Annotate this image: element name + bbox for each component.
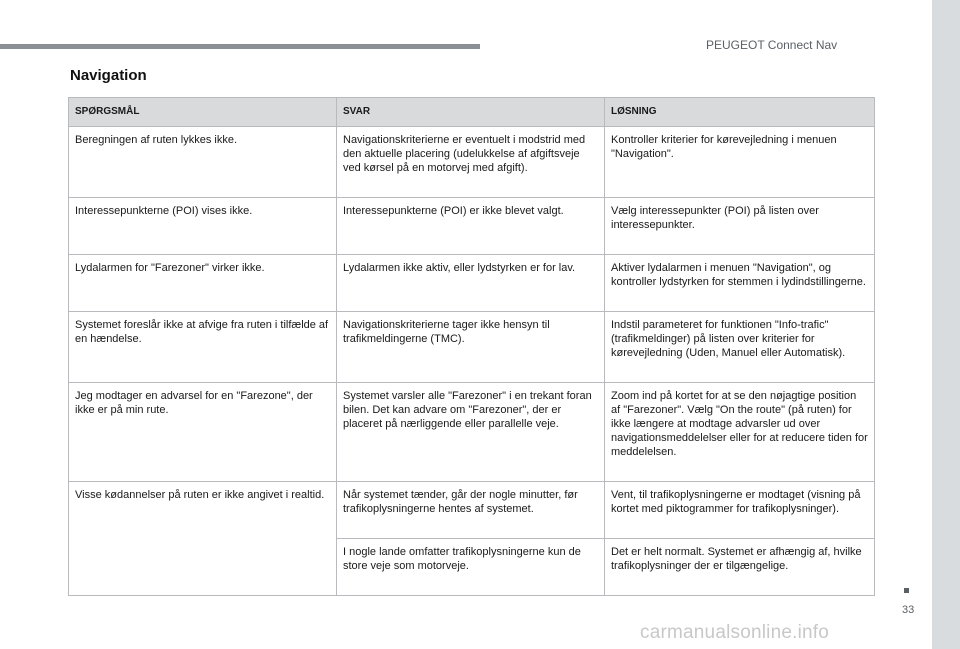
question-cell: Jeg modtager en advarsel for en "Farezone", der ikke er på min rute. xyxy=(69,383,337,482)
answer-cell: Interessepunkterne (POI) er ikke blevet valgt. xyxy=(337,198,605,255)
continuation-mark xyxy=(904,588,909,593)
question-cell: Visse kødannelser på ruten er ikke angivet i realtid. xyxy=(69,482,337,596)
solution-cell: Aktiver lydalarmen i menuen "Navigation", og kontroller lydstyrken for stemmen i lydindstillingerne. xyxy=(605,255,875,312)
answer-cell: Systemet varsler alle "Farezoner" i en trekant foran bilen. Det kan advare om "Farezoner", der er placeret på nærliggende eller parallelle veje. xyxy=(337,383,605,482)
answer-cell: Navigationskriterierne tager ikke hensyn til trafikmeldingerne (TMC). xyxy=(337,312,605,383)
page-number: 33 xyxy=(902,604,915,616)
solution-cell: Det er helt normalt. Systemet er afhængig af, hvilke trafikoplysninger der er tilgængelige. xyxy=(605,539,875,596)
faq-table xyxy=(68,97,875,596)
column-header-solution: LØSNING xyxy=(605,98,875,127)
answer-cell: I nogle lande omfatter trafikoplysningerne kun de store veje som motorveje. xyxy=(337,539,605,596)
answer-cell: Når systemet tænder, går der nogle minutter, før trafikoplysningerne hentes af systemet. xyxy=(337,482,605,539)
table-row xyxy=(69,383,875,482)
question-cell: Beregningen af ruten lykkes ikke. xyxy=(69,127,337,198)
solution-cell: Indstil parameteret for funktionen "Info-trafic" (trafikmeldinger) på listen over kriterier for kørevejledning (Uden, Manuel eller Automatisk). xyxy=(605,312,875,383)
table-row xyxy=(69,198,875,255)
solution-cell: Zoom ind på kortet for at se den nøjagtige position af "Farezoner". Vælg "On the route" (på ruten) for ikke længere at modtage advarsler ud over navigationsmeddelelser eller for at reducere tiden for meddelelsen. xyxy=(605,383,875,482)
question-cell: Lydalarmen for "Farezoner" virker ikke. xyxy=(69,255,337,312)
page-edge-strip xyxy=(932,0,960,649)
question-cell: Interessepunkterne (POI) vises ikke. xyxy=(69,198,337,255)
header-rule xyxy=(0,44,480,49)
table-row xyxy=(69,312,875,383)
watermark: carmanualsonline.info xyxy=(640,622,830,643)
solution-cell: Kontroller kriterier for kørevejledning i menuen "Navigation". xyxy=(605,127,875,198)
solution-cell: Vælg interessepunkter (POI) på listen over interessepunkter. xyxy=(605,198,875,255)
table-row xyxy=(69,482,875,539)
answer-cell: Navigationskriterierne er eventuelt i modstrid med den aktuelle placering (udelukkelse af afgiftsveje ved kørsel på en motorvej med afgift). xyxy=(337,127,605,198)
answer-cell: Lydalarmen ikke aktiv, eller lydstyrken er for lav. xyxy=(337,255,605,312)
table-row xyxy=(69,127,875,198)
column-header-question: SPØRGSMÅL xyxy=(69,98,337,127)
section-title: Navigation xyxy=(70,67,147,84)
solution-cell: Vent, til trafikoplysningerne er modtaget (visning på kortet med piktogrammer for trafikoplysninger). xyxy=(605,482,875,539)
question-cell: Systemet foreslår ikke at afvige fra ruten i tilfælde af en hændelse. xyxy=(69,312,337,383)
table-header-row xyxy=(69,98,875,127)
header-title: PEUGEOT Connect Nav xyxy=(706,38,838,52)
column-header-answer: SVAR xyxy=(337,98,605,127)
table-row xyxy=(69,255,875,312)
